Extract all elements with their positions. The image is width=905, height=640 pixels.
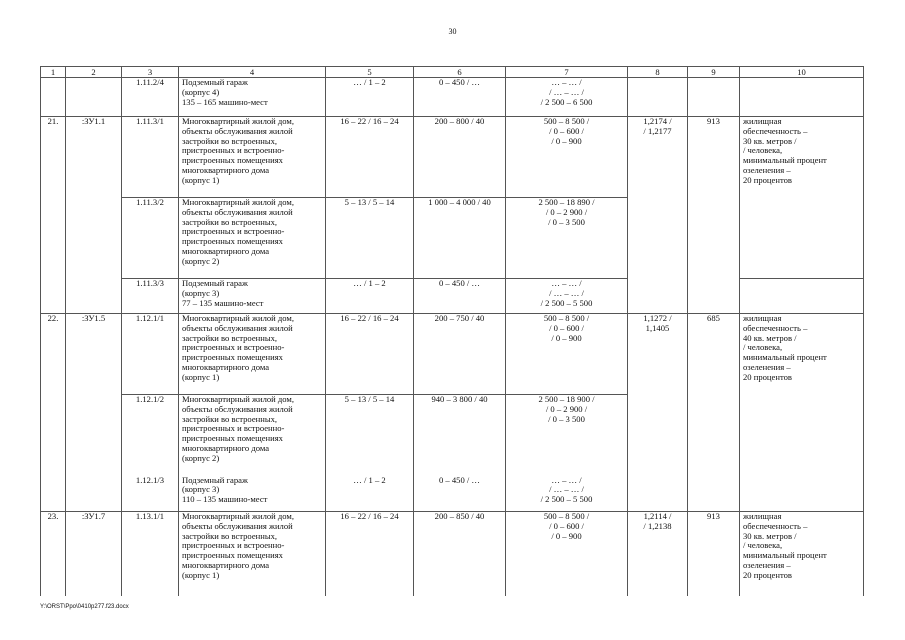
table-row — [41, 78, 864, 117]
density-cell: 1,2114 / / 1,2138 — [628, 512, 688, 596]
floor-area-cell: 2 500 – 18 900 / / 0 – 2 900 / / 0 – 3 500 — [506, 395, 628, 476]
notes-cell: жилищная обеспеченность – 30 кв. метров / / человека, минимальный процент озеленения – 20 процентов — [740, 512, 864, 596]
area-cell: 940 – 3 800 / 40 — [414, 395, 506, 476]
area-cell: 0 – 450 / … — [414, 476, 506, 512]
table-row — [41, 314, 864, 395]
object-description-cell: Многоквартирный жилой дом, объекты обслуживания жилой застройки во встроенных, пристроенных и встроенно-пристроенных помещениях многоквартирного дома (корпус 1) — [179, 512, 326, 596]
population-cell: 913 — [688, 117, 740, 314]
notes-cell: жилищная обеспеченность – 30 кв. метров / / человека, минимальный процент озеленения – 20 процентов — [740, 117, 864, 279]
row-number-cell: 23. — [41, 512, 66, 596]
floor-area-cell: 2 500 – 18 890 / / 0 – 2 900 / / 0 – 3 500 — [506, 198, 628, 279]
floors-cell: 5 – 13 / 5 – 14 — [326, 198, 414, 279]
header-cell: 10 — [740, 67, 864, 78]
row-number-cell: 22. — [41, 314, 66, 512]
floors-cell: 16 – 22 / 16 – 24 — [326, 512, 414, 596]
area-cell: 0 – 450 / … — [414, 279, 506, 314]
area-cell: 200 – 850 / 40 — [414, 512, 506, 596]
floors-cell: 16 – 22 / 16 – 24 — [326, 117, 414, 198]
zone-code-cell — [66, 78, 122, 117]
zone-code-cell: :ЗУ1.7 — [66, 512, 122, 596]
floors-cell: … / 1 – 2 — [326, 476, 414, 512]
row-number-cell — [41, 78, 66, 117]
area-cell: 200 – 750 / 40 — [414, 314, 506, 395]
area-cell: 200 – 800 / 40 — [414, 117, 506, 198]
object-id-cell: 1.12.1/3 — [122, 476, 179, 512]
floors-cell: 16 – 22 / 16 – 24 — [326, 314, 414, 395]
floor-area-cell: 500 – 8 500 / / 0 – 600 / / 0 – 900 — [506, 117, 628, 198]
header-row — [41, 67, 864, 78]
header-cell: 5 — [326, 67, 414, 78]
object-id-cell: 1.11.3/3 — [122, 279, 179, 314]
header-cell: 3 — [122, 67, 179, 78]
zone-code-cell: :ЗУ1.5 — [66, 314, 122, 512]
notes-cell — [740, 78, 864, 117]
header-cell: 6 — [414, 67, 506, 78]
area-cell: 1 000 – 4 000 / 40 — [414, 198, 506, 279]
object-id-cell: 1.11.2/4 — [122, 78, 179, 117]
object-description-cell: Многоквартирный жилой дом, объекты обслуживания жилой застройки во встроенных, пристроенных и встроенно-пристроенных помещениях многоквартирного дома (корпус 2) — [179, 198, 326, 279]
notes-cell: жилищная обеспеченность – 40 кв. метров / / человека, минимальный процент озеленения – 20 процентов — [740, 314, 864, 512]
density-cell: 1,1272 / 1,1405 — [628, 314, 688, 512]
row-number-cell: 21. — [41, 117, 66, 314]
file-path-footer: Y:\ORST\Ppo\0410p277.f23.docx — [40, 604, 129, 610]
object-description-cell: Многоквартирный жилой дом, объекты обслуживания жилой застройки во встроенных, пристроенных и встроенно-пристроенных помещениях многоквартирного дома (корпус 1) — [179, 314, 326, 395]
object-id-cell: 1.12.1/2 — [122, 395, 179, 476]
notes-cell — [740, 279, 864, 314]
object-description-cell: Многоквартирный жилой дом, объекты обслуживания жилой застройки во встроенных, пристроенных и встроенно-пристроенных помещениях многоквартирного дома (корпус 2) — [179, 395, 326, 476]
area-cell: 0 – 450 / … — [414, 78, 506, 117]
header-cell: 1 — [41, 67, 66, 78]
population-cell: 913 — [688, 512, 740, 596]
header-cell: 4 — [179, 67, 326, 78]
floor-area-cell: 500 – 8 500 / / 0 – 600 / / 0 – 900 — [506, 314, 628, 395]
object-description-cell: Подземный гараж (корпус 4) 135 – 165 машино-мест — [179, 78, 326, 117]
zone-code-cell: :ЗУ1.1 — [66, 117, 122, 314]
object-id-cell: 1.12.1/1 — [122, 314, 179, 395]
floors-cell: … / 1 – 2 — [326, 78, 414, 117]
object-id-cell: 1.11.3/2 — [122, 198, 179, 279]
object-description-cell: Подземный гараж (корпус 3) 77 – 135 машино-мест — [179, 279, 326, 314]
table-row — [41, 117, 864, 198]
floor-area-cell: … – … / / … – … / / 2 500 – 5 500 — [506, 279, 628, 314]
floor-area-cell: … – … / / … – … / / 2 500 – 5 500 — [506, 476, 628, 512]
density-cell: 1,2174 / / 1,2177 — [628, 117, 688, 314]
object-id-cell: 1.13.1/1 — [122, 512, 179, 596]
header-cell: 8 — [628, 67, 688, 78]
population-cell: 685 — [688, 314, 740, 512]
page-number: 30 — [448, 27, 457, 36]
object-description-cell: Многоквартирный жилой дом, объекты обслуживания жилой застройки во встроенных, пристроенных и встроенно-пристроенных помещениях многоквартирного дома (корпус 1) — [179, 117, 326, 198]
header-cell: 2 — [66, 67, 122, 78]
object-description-cell: Подземный гараж (корпус 3) 110 – 135 машино-мест — [179, 476, 326, 512]
density-cell — [628, 78, 688, 117]
object-id-cell: 1.11.3/1 — [122, 117, 179, 198]
floors-cell: 5 – 13 / 5 – 14 — [326, 395, 414, 476]
floors-cell: … / 1 – 2 — [326, 279, 414, 314]
table-row — [41, 279, 864, 314]
header-cell: 9 — [688, 67, 740, 78]
floor-area-cell: 500 – 8 500 / / 0 – 600 / / 0 – 900 — [506, 512, 628, 596]
header-cell: 7 — [506, 67, 628, 78]
population-cell — [688, 78, 740, 117]
parameters-table — [40, 66, 864, 596]
table-row — [41, 512, 864, 596]
floor-area-cell: … – … / / … – … / / 2 500 – 6 500 — [506, 78, 628, 117]
